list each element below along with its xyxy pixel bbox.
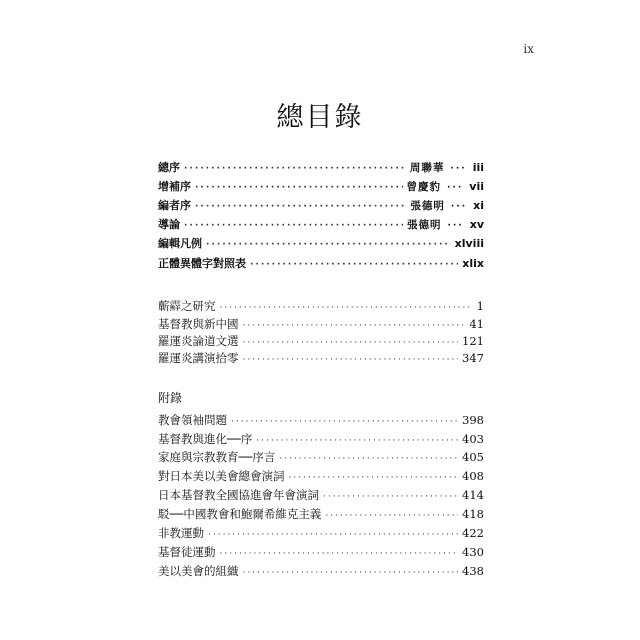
toc-entry-label: 基督教與進化──序 (158, 432, 253, 446)
toc-entry-page: 347 (462, 351, 484, 365)
toc-entry[interactable] (158, 333, 484, 351)
toc-entry[interactable] (158, 217, 484, 234)
dot-leader (220, 546, 459, 562)
toc-entry[interactable] (158, 544, 484, 562)
toc-entry-author: 周聯華 (409, 162, 445, 174)
toc-entry-page: 422 (462, 526, 484, 540)
toc-entry-page: 1 (476, 299, 484, 313)
toc-entry-label: 日本基督教全國協進會年會演詞 (158, 488, 319, 502)
author-dots: ··· (450, 202, 468, 212)
toc-entry-page: 405 (462, 450, 484, 464)
toc-entry-page: 121 (462, 334, 484, 348)
toc-entry[interactable] (158, 468, 484, 486)
dot-leader (184, 161, 406, 177)
toc-entry-page: xlix (462, 257, 484, 270)
toc-entry-label: 編輯凡例 (158, 237, 202, 250)
toc-entry[interactable] (158, 256, 484, 273)
toc-entry-page: 430 (462, 545, 484, 559)
toc-entry-label: 增補序 (158, 180, 191, 193)
toc-entry[interactable] (158, 449, 484, 467)
author-dots: ··· (450, 164, 467, 174)
toc-entry-page: 403 (462, 432, 484, 446)
dot-leader (323, 489, 458, 505)
toc-entry[interactable] (158, 487, 484, 505)
toc-entry-label: 蘄𩆵之研究 (158, 299, 216, 313)
toc-entry-page: 408 (462, 469, 484, 483)
toc-entry-page: iii (472, 161, 484, 174)
toc-entry[interactable] (158, 525, 484, 543)
dot-leader (220, 300, 473, 316)
toc-entry[interactable] (158, 160, 484, 177)
toc-entry-label: 家庭與宗教教育──序言 (158, 450, 276, 464)
dot-leader (289, 470, 459, 486)
toc-entry[interactable] (158, 563, 484, 581)
toc-entry-page: 414 (462, 488, 484, 502)
toc-entry-author: 張德明 (406, 219, 442, 231)
dot-leader (195, 199, 406, 215)
toc-entry-page: 438 (462, 564, 484, 578)
toc-entry-label: 總序 (158, 161, 180, 174)
toc-entry[interactable] (158, 236, 484, 253)
toc-entry-page: 41 (469, 317, 484, 331)
author-dots: ··· (447, 183, 464, 193)
toc-entry-page: xv (469, 218, 484, 231)
dot-leader (256, 433, 458, 449)
dot-leader (325, 508, 458, 524)
toc-entry-label: 基督徒運動 (158, 545, 216, 559)
toc-entry-page: xlviii (454, 237, 484, 250)
toc-entry[interactable] (158, 316, 484, 334)
toc-entry[interactable] (158, 350, 484, 368)
toc-entry[interactable] (158, 431, 484, 449)
dot-leader (208, 527, 458, 543)
dot-leader (279, 451, 458, 467)
toc-entry-label: 正體異體字對照表 (158, 257, 246, 270)
toc-entry[interactable] (158, 506, 484, 524)
page-title: 總目錄 (276, 102, 364, 133)
toc-entry-label: 羅運炎論道文選 (158, 334, 239, 348)
toc-entry-author: 曾慶豹 (406, 181, 442, 193)
toc-entry-author: 張德明 (410, 200, 445, 212)
toc-entry-label: 編者序 (158, 199, 191, 212)
dot-leader (243, 318, 466, 334)
dot-leader (195, 180, 403, 196)
toc-entry[interactable] (158, 198, 484, 215)
dot-leader (184, 218, 403, 234)
dot-leader (231, 414, 458, 430)
dot-leader (243, 565, 459, 581)
toc-entry[interactable] (158, 412, 484, 430)
toc-entry[interactable] (158, 298, 484, 316)
dot-leader (206, 237, 451, 253)
toc-entry-page: xi (473, 199, 484, 212)
toc-entry-page: 418 (462, 507, 484, 521)
toc-entry-page: vii (469, 180, 484, 193)
page-number: ix (523, 42, 534, 56)
toc-entry-label: 非教運動 (158, 526, 204, 540)
toc-entry-label: 基督教與新中國 (158, 317, 239, 331)
dot-leader (250, 257, 458, 273)
toc-entry-label: 教會領袖問題 (158, 413, 227, 427)
toc-entry-label: 對日本美以美會總會演詞 (158, 469, 285, 483)
dot-leader (243, 335, 459, 351)
toc-entry-label: 美以美會的組織 (158, 564, 239, 578)
author-dots: ··· (447, 221, 464, 231)
dot-leader (243, 352, 459, 368)
toc-entry-label: 駁──中國教會和鮑爾希維克主義 (158, 507, 322, 521)
toc-entry-label: 導論 (158, 218, 180, 231)
toc-entry-label: 羅運炎講演拾零 (158, 351, 239, 365)
toc-entry[interactable] (158, 179, 484, 196)
toc-entry-page: 398 (462, 413, 484, 427)
appendix-heading: 附錄 (158, 391, 183, 405)
